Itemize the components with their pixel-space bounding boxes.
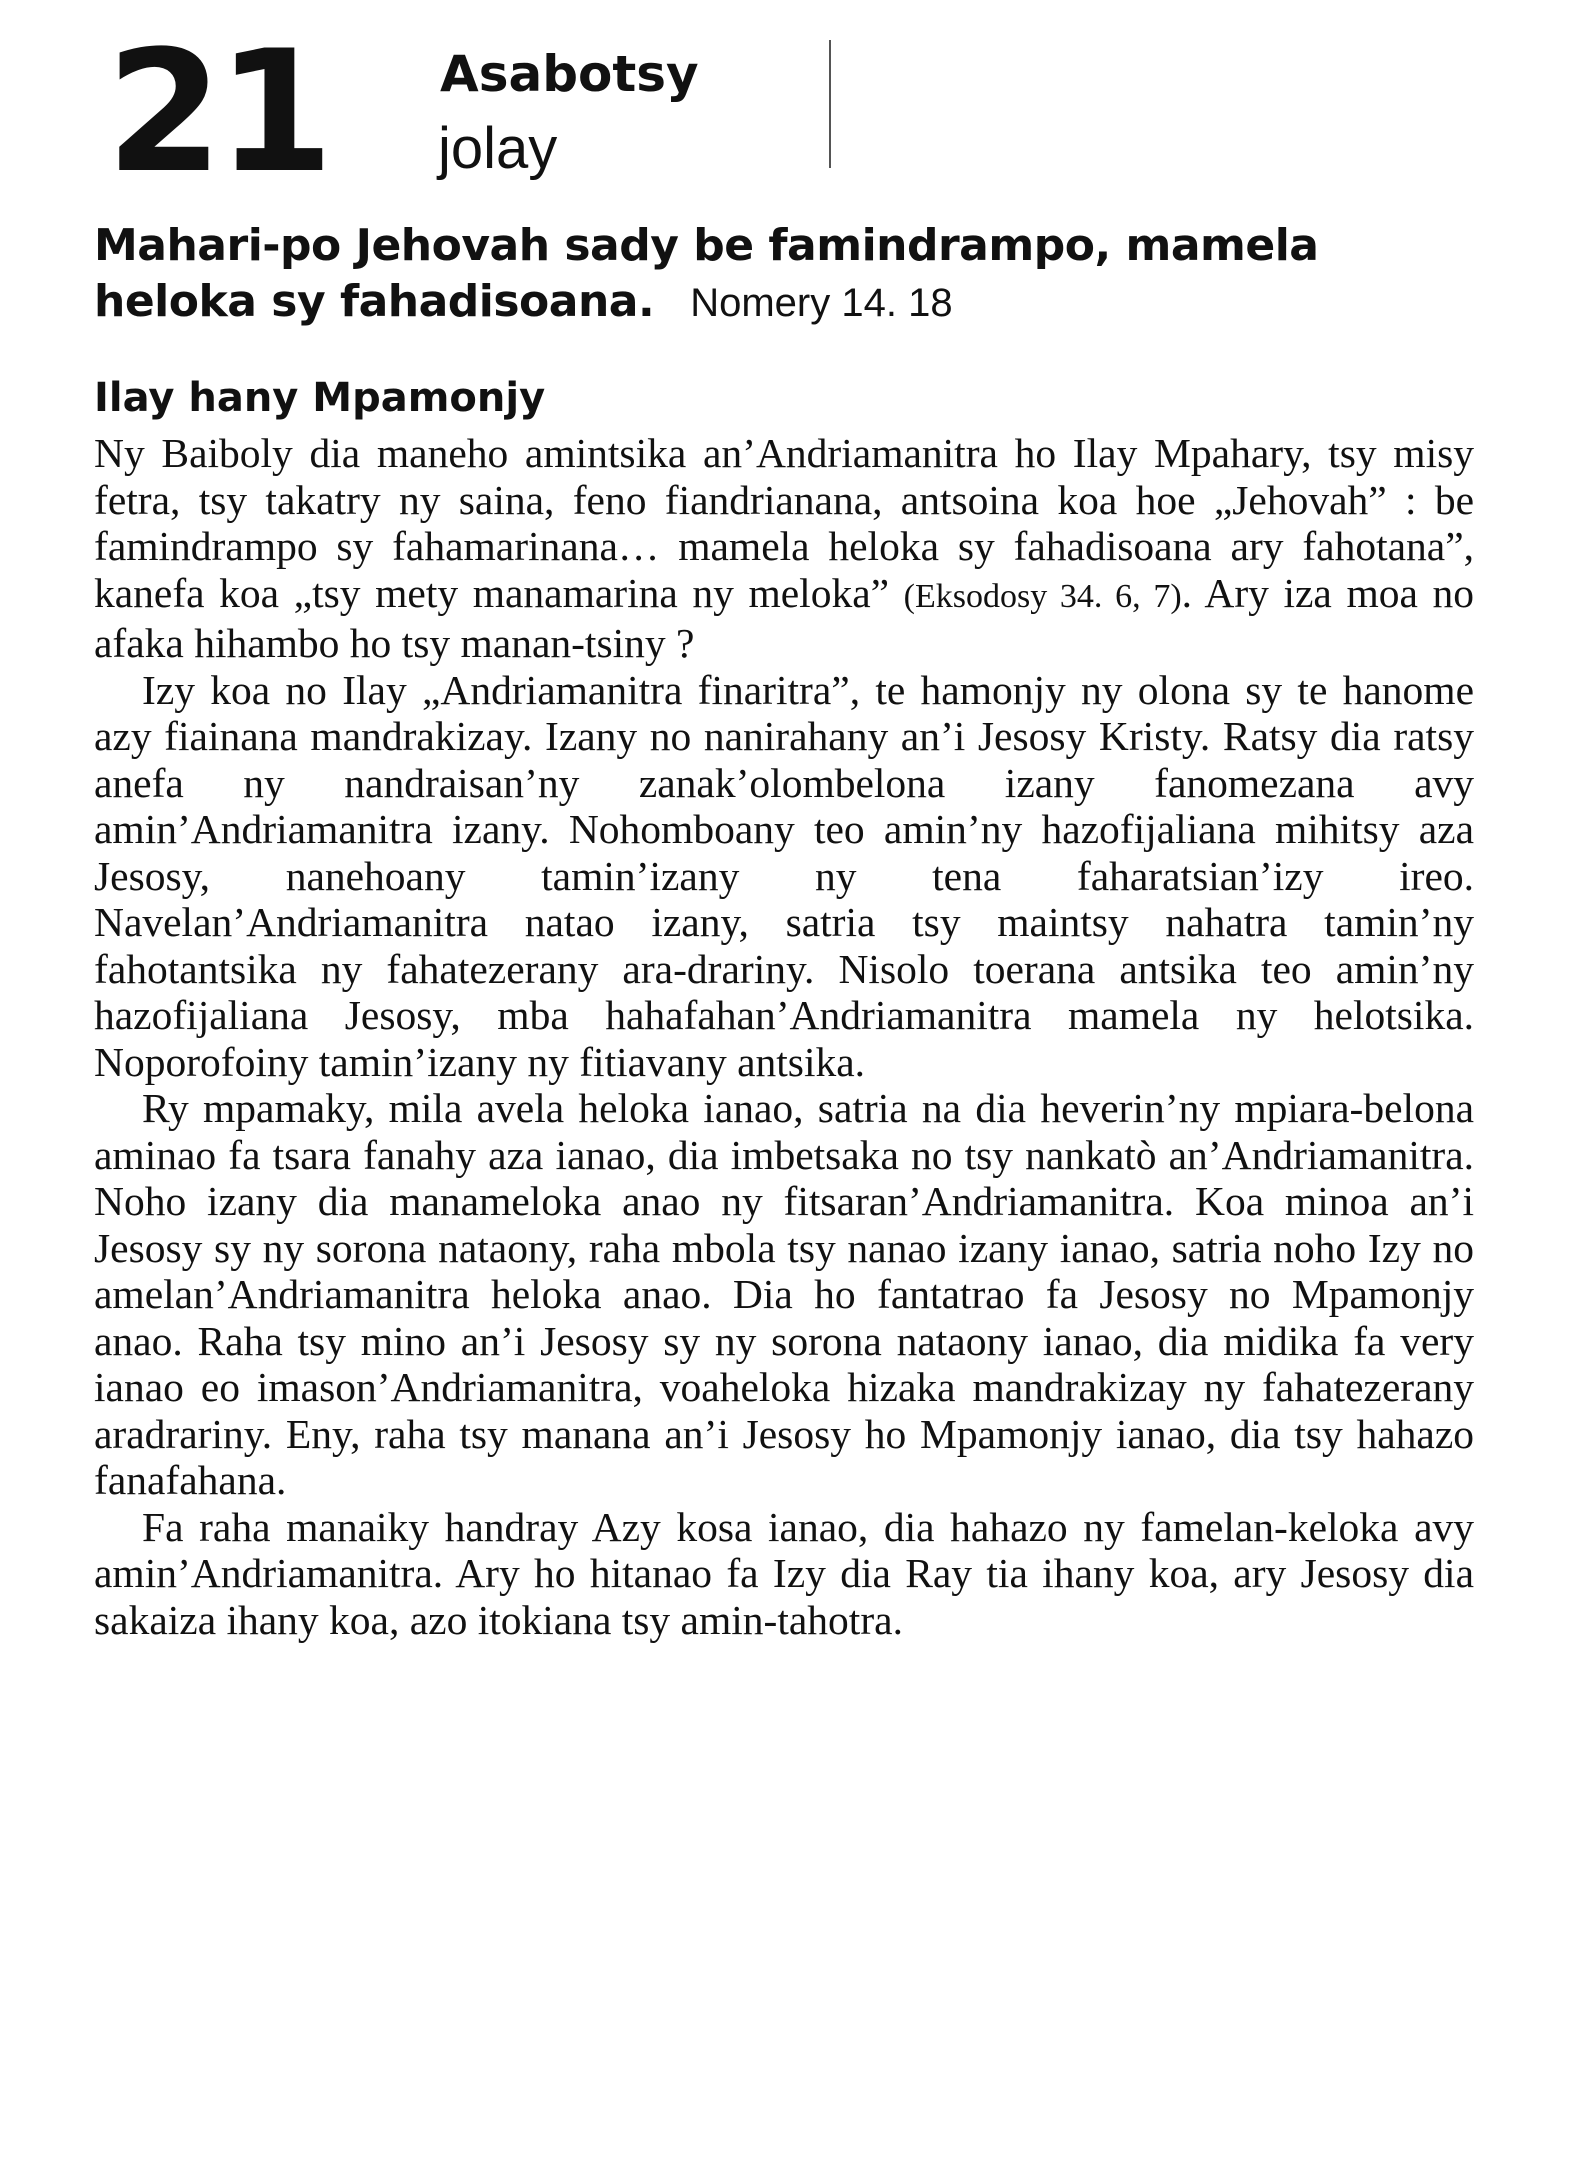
paragraph-2: Izy koa no Ilay „Andriamanitra finaritra”, te hamonjy ny olona sy te hanome azy fiainana mandrakizay. Izany no nanirahany an’i Jesosy Kristy. Ratsy dia ratsy anefa ny nandraisan’ny zanak’olombelona izany fanomezana avy amin’Andriamanitra izany. Nohomboany teo amin’ny hazofijaliana mihitsy aza Jesosy, nanehoany tamin’izany ny tena faharatsian’izy ireo. Navelan’Andriamanitra natao izany, satria tsy maintsy nahatra tamin’ny fahotantsika ny fahatezerany ara-drariny. Nisolo toerana antsika teo amin’ny hazofijaliana Jesosy, mba hahafahan’Andriamanitra mamela ny helotsika. Noporofoiny tamin’izany ny fitiavany antsika. <box>94 666 1474 1085</box>
header-divider <box>829 40 831 168</box>
paragraph-3: Ry mpamaky, mila avela heloka ianao, satria na dia heverin’ny mpiara-belona aminao fa tsara fanahy aza ianao, dia imbetsaka no tsy nankatò an’Andriamanitra. Noho izany dia manameloka anao ny fitsaran’Andriamanitra. Koa minoa an’i Jesosy sy ny sorona nataony, raha mbola tsy nanao izany ianao, satria noho Izy no amelan’Andriamanitra heloka anao. Dia ho fantatrao fa Jesosy no Mpamonjy anao. Raha tsy mino an’i Jesosy sy ny sorona nataony ianao, dia midika fa very ianao eo imason’Andriamanitra, voaheloka hizaka mandrakizay ny fahatezerany aradrariny. Eny, raha tsy manana an’i Jesosy ho Mpamonjy ianao, dia tsy hahazo fanafahana. <box>94 1085 1474 1503</box>
paragraph-1-text-end: . Ary iza moa no afaka hihambo ho tsy manan-tsiny ? <box>94 569 1474 666</box>
paragraph-4: Fa raha manaiky handray Azy kosa ianao, dia hahazo ny famelan-keloka avy amin’Andriamanitra. Ary ho hitanao fa Izy dia Ray tia ihany koa, ary Jesosy dia sakaiza ihany koa, azo itokiana tsy amin-tahotra. <box>94 1503 1474 1643</box>
body-text <box>94 430 1474 1643</box>
verse-reference: Nomery 14. 18 <box>690 281 953 325</box>
weekday-name: Asabotsy <box>440 45 699 103</box>
section-title: Ilay hany Mpamonjy <box>94 375 546 421</box>
paragraph-1-text: Ny Baiboly dia maneho amintsika an’Andriamanitra ho Ilay Mpahary, tsy misy fetra, tsy takatry ny saina, feno fiandrianana, antsoina koa hoe „Jehovah” : be famindrampo sy fahamarinana… mamela heloka sy fahadisoana ary fahotana”, kanefa koa „tsy mety manamarina ny meloka” <box>94 430 1474 616</box>
paragraph-1 <box>94 430 1474 667</box>
month-name: jolay <box>438 116 558 181</box>
daily-verse <box>94 218 1494 331</box>
scripture-reference: (Eksodosy 34. 6, 7) <box>903 577 1182 615</box>
date-number: 21 <box>106 14 328 210</box>
verse-text: Mahari-po Jehovah sady be famindrampo, mamela heloka sy fahadisoana. <box>94 220 1319 327</box>
